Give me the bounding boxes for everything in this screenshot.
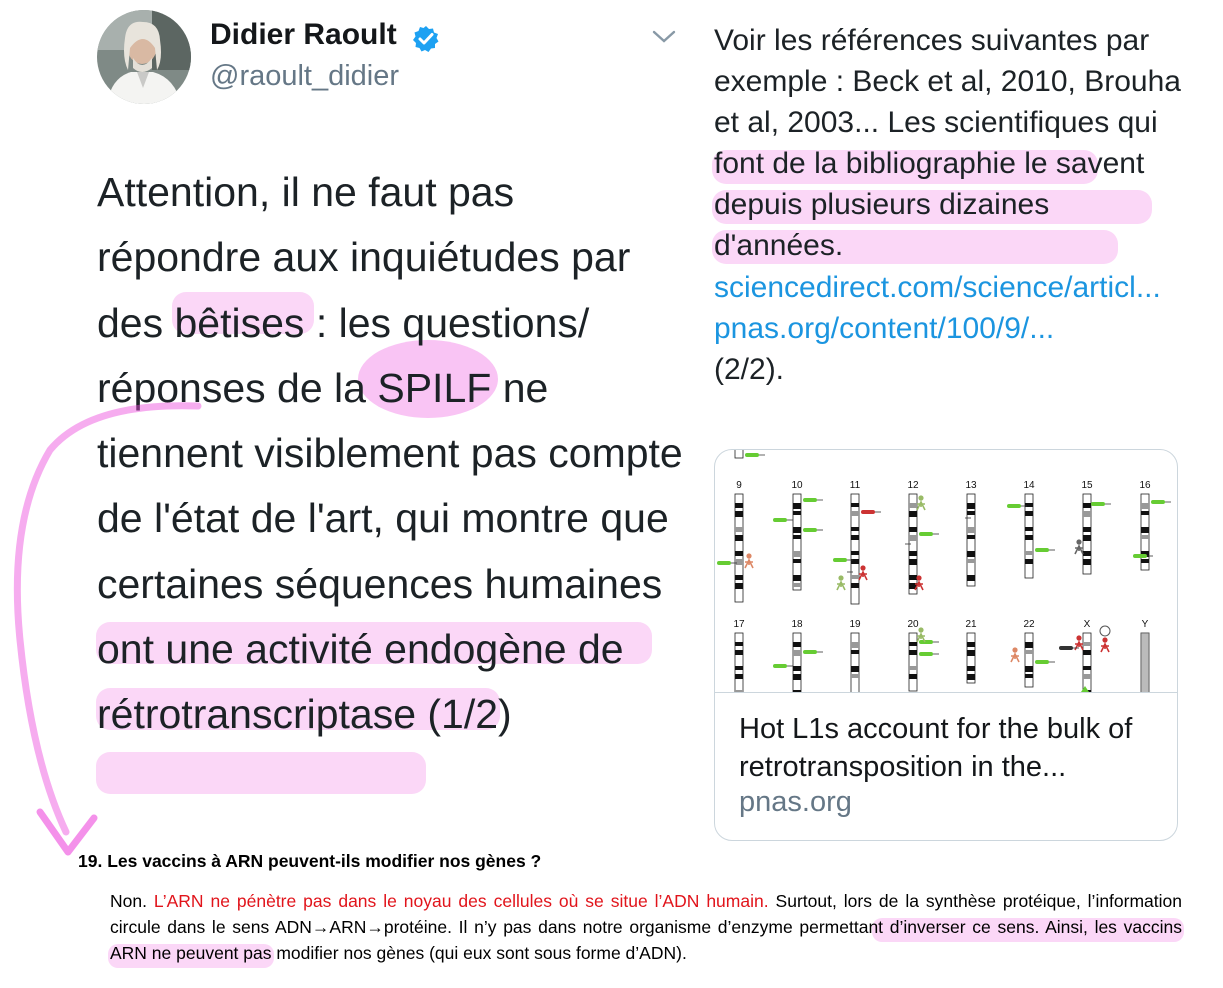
chromosome-glyph	[735, 494, 743, 602]
chromosome-glyph	[735, 633, 743, 692]
chromosome-glyph	[851, 494, 859, 604]
person-icon-body	[745, 560, 753, 568]
tweet-text-part: ne tiennent visiblement pas compte de l'état de l'art, qui montre que certaines	[97, 364, 683, 607]
insertion-marker	[919, 652, 933, 656]
chromosome-glyph	[1083, 633, 1091, 692]
chromosome-label: 19	[849, 619, 861, 630]
card-image-chromosomes	[715, 450, 1177, 693]
chromosome-label: 11	[849, 480, 861, 491]
insertion-marker	[745, 453, 759, 457]
person-icon-body	[1075, 546, 1083, 554]
chromosome-glyph	[1083, 494, 1091, 574]
insertion-marker	[1091, 502, 1105, 506]
chromosome-label: X	[1083, 619, 1091, 630]
reply-tweet-text	[714, 20, 1184, 390]
person-icon	[1102, 637, 1107, 642]
chromosome-glyph	[793, 494, 801, 590]
chromosome-glyph	[909, 633, 917, 691]
person-icon-body	[1101, 644, 1109, 652]
chromosome-label: 13	[965, 480, 977, 491]
faq-answer-red: L’ARN ne pénètre pas dans le noyau des cellules où se situe l’ADN humain.	[153, 891, 769, 911]
chromosome-label: 22	[1023, 619, 1035, 630]
person-icon	[1076, 539, 1081, 544]
reply-text-part: (2/2).	[714, 352, 785, 386]
link-sciencedirect[interactable]: sciencedirect.com/science/articl...	[714, 270, 1161, 304]
tweet-text-highlight: SPILF	[377, 364, 492, 411]
author-handle[interactable]: @raoult_didier	[210, 60, 400, 92]
person-icon-body	[837, 582, 845, 590]
insertion-marker	[803, 528, 817, 532]
insertion-marker	[1059, 646, 1073, 650]
faq-answer-part: Non.	[110, 891, 154, 911]
chromosome-label: Y	[1141, 619, 1149, 630]
person-icon-large	[1100, 626, 1110, 636]
chromosome-label: 20	[907, 619, 919, 630]
reply-text-part: Voir les références suivantes par exemple : Beck et al, 2010, Brouha et al, 2003... Les	[714, 24, 1181, 140]
chromosome-label: 15	[1081, 480, 1093, 491]
chromosome-label: 9	[736, 480, 742, 491]
chromosome-glyph	[1025, 633, 1033, 687]
author-name[interactable]: Didier Raoult	[210, 18, 397, 51]
person-icon	[860, 565, 865, 570]
link-pnas[interactable]: pnas.org/content/100/9/...	[714, 311, 1055, 345]
insertion-marker	[773, 518, 787, 522]
chromosome-glyph	[1141, 494, 1149, 570]
chromosome-label: 10	[791, 480, 803, 491]
insertion-marker	[717, 561, 731, 565]
chromosome-label: 18	[791, 619, 803, 630]
reply-text-highlight: scientifiques qui font de la bibliographie le savent depuis plusieurs dizaines d'années	[714, 106, 1158, 263]
person-icon-body	[917, 502, 925, 510]
chromosome-glyph	[793, 633, 801, 692]
insertion-marker	[833, 570, 847, 574]
chevron-down-icon[interactable]	[651, 28, 677, 46]
person-icon	[746, 553, 751, 558]
link-preview-card[interactable]	[714, 449, 1178, 841]
chromosome-glyph	[967, 633, 975, 683]
person-icon	[1076, 635, 1081, 640]
insertion-marker	[919, 532, 933, 536]
card-title[interactable]: Hot L1s account for the bulk of retrotransposition in the...	[739, 713, 1133, 783]
insertion-marker	[803, 498, 817, 502]
insertion-marker	[919, 640, 933, 644]
reply-text-part: .	[834, 229, 844, 263]
avatar[interactable]	[97, 10, 191, 104]
person-icon-body	[1075, 642, 1083, 650]
chromosome-label: 21	[965, 619, 977, 630]
chromosome-label: 12	[907, 480, 919, 491]
chromosome-glyph	[851, 633, 859, 692]
person-icon	[1012, 647, 1017, 652]
insertion-marker	[773, 664, 787, 668]
chromosome-label: 17	[733, 619, 745, 630]
chromosome-glyph	[967, 494, 975, 586]
faq-answer-part: Surtout, lors de la synthèse protéique, l’information circule dans le sens ADN→ARN→protéine. Il n’y pas dans notre organisme d’enzyme permettant d’inverser ce sens. Ainsi, les vaccins ARN ne peuvent pas modifier nos gènes (qui eux sont sous forme d’ADN).	[110, 891, 1183, 963]
person-icon	[916, 575, 921, 580]
insertion-marker	[803, 650, 817, 654]
insertion-marker	[1007, 504, 1021, 508]
insertion-marker	[833, 558, 847, 562]
chromosome-label: 16	[1139, 480, 1151, 491]
person-icon-body	[915, 582, 923, 590]
faq-question: 19. Les vaccins à ARN peuvent-ils modifier nos gènes ?	[78, 851, 542, 871]
chromosome-glyph	[1025, 494, 1033, 578]
insertion-marker	[1035, 660, 1049, 664]
person-icon-body	[859, 572, 867, 580]
chromosome-glyph	[735, 450, 743, 458]
highlight-stroke	[96, 752, 426, 794]
insertion-marker	[951, 516, 965, 520]
person-icon-body	[1011, 654, 1019, 662]
tweet-text-part: Attention, il ne faut pas répondre aux inquiétudes par des	[97, 169, 631, 346]
tweet-text-highlight: séquences humaines ont une activité endogène de rétrotranscriptase	[97, 560, 663, 738]
person-icon	[918, 627, 923, 632]
chromosome-label: 14	[1023, 480, 1035, 491]
verified-badge-icon	[412, 25, 440, 53]
person-icon	[838, 575, 843, 580]
tweet-text-part: (1/2)	[416, 691, 512, 738]
insertion-marker	[1151, 500, 1165, 504]
insertion-marker	[1133, 554, 1147, 558]
person-icon	[918, 495, 923, 500]
tweet-text-part: : les questions/ réponses de la	[97, 299, 590, 411]
insertion-marker	[891, 542, 905, 546]
faq-answer	[110, 888, 1182, 966]
tweet-text	[97, 160, 687, 748]
tweet-text-highlight: bêtises	[174, 299, 305, 346]
insertion-marker	[1035, 548, 1049, 552]
card-domain: pnas.org	[739, 786, 852, 818]
chromosome-y	[1141, 633, 1149, 692]
insertion-marker	[861, 510, 875, 514]
